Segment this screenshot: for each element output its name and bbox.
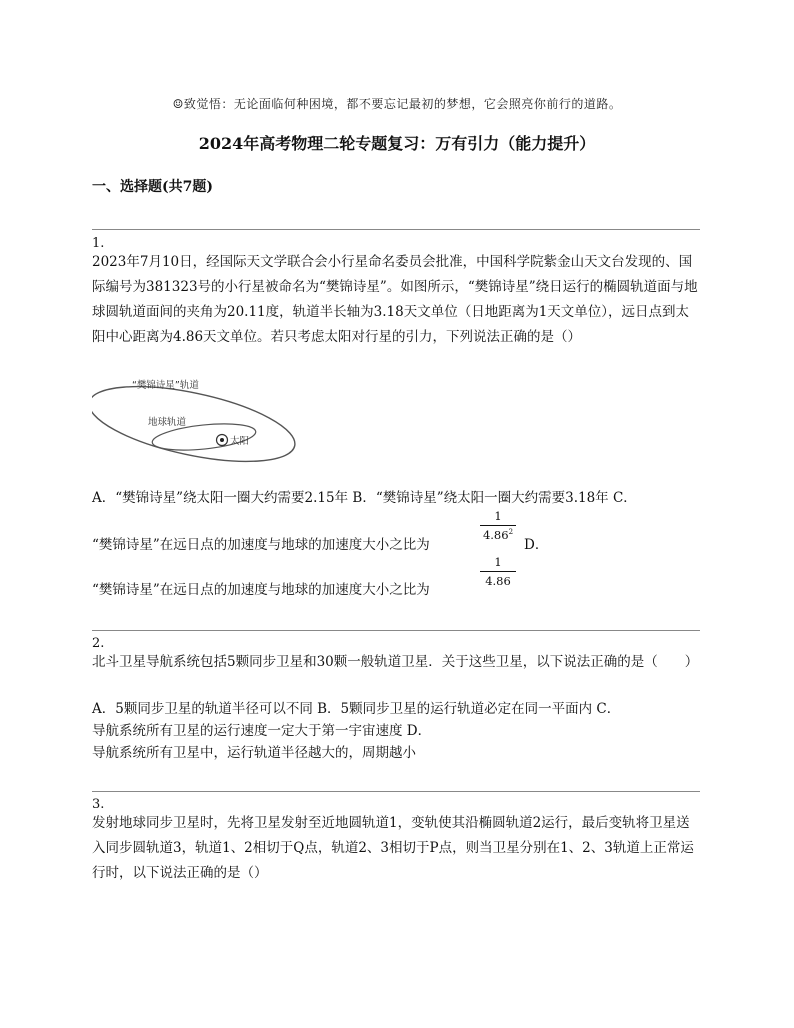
section-heading: 一、选择题(共7题) [92, 179, 213, 195]
frac-d-denominator: 4.86 [485, 574, 511, 588]
divider-q3 [92, 791, 700, 792]
orbit-label: “樊锦诗星”轨道 [132, 380, 199, 391]
q2-text: 北斗卫星导航系统包括5颗同步卫星和30颗一般轨道卫星．关于这些卫星，以下说法正确的是（ ） [92, 654, 699, 670]
divider-q2 [92, 630, 700, 631]
q2-number: 2. [92, 636, 105, 651]
frac-d-numerator: 1 [480, 555, 516, 572]
q3-number: 3. [92, 797, 105, 812]
q1-options-line2: “樊锦诗星”在远日点的加速度与地球的加速度大小之比为 [92, 537, 430, 553]
q1-text: 2023年7月10日，经国际天文学联合会小行星命名委员会批准，中国科学院紫金山天文台发现的、国际编号为381323号的小行星被命名为“樊锦诗星”。如图所示，“樊锦诗星”绕日运行的椭圆轨道面与地球圆轨道面间的夹角为20.11度，轨道半长轴为3.18天文单位（日地距离为1天文单位），远日点到太阳中心距离为4.86天文单位。若只考虑太阳对行星的引力，下列说法正确的是（） [92, 254, 698, 345]
sun-label: 太阳 [230, 436, 250, 447]
divider-q1 [92, 229, 700, 230]
q2-options-line1: A．5颗同步卫星的轨道半径可以不同 B．5颗同步卫星的运行轨道必定在同一平面内 C． [92, 701, 621, 717]
earth-orbit-label: 地球轨道 [148, 417, 187, 428]
q1-fraction-d [480, 555, 516, 588]
frac-c-denominator: 4.86 [482, 528, 509, 542]
motto-text: ☺致觉悟：无论面临何种困境，都不要忘记最初的梦想，它会照亮你前行的道路。 [172, 97, 622, 111]
q1-fraction-c [480, 509, 516, 542]
q1-option-d-label: D． [524, 537, 549, 553]
q2-options-line2: 导航系统所有卫星的运行速度一定大于第一宇宙速度 D． [92, 723, 432, 739]
q2-options-line3: 导航系统所有卫星中，运行轨道半径越大的，周期越小 [92, 745, 416, 761]
q1-options-line3: “樊锦诗星”在远日点的加速度与地球的加速度大小之比为 [92, 582, 430, 598]
q3-text: 发射地球同步卫星时，先将卫星发射至近地圆轨道1，变轨使其沿椭圆轨道2运行，最后变轨将卫星送入同步圆轨道3，轨道1、2相切于Q点，轨道2、3相切于P点，则当卫星分别在1、2、3轨道上正常运行时，以下说法正确的是（） [92, 815, 694, 881]
page-title: 2024年高考物理二轮专题复习：万有引力（能力提升） [198, 134, 596, 153]
q1-options-line1: A．“樊锦诗星”绕太阳一圈大约需要2.15年 B．“樊锦诗星”绕太阳一圈大约需要3.18年 C． [92, 490, 637, 506]
orbit-diagram [92, 376, 307, 471]
q1-number: 1. [92, 236, 105, 251]
frac-c-exponent: 2 [508, 528, 514, 537]
frac-c-numerator: 1 [480, 509, 516, 526]
